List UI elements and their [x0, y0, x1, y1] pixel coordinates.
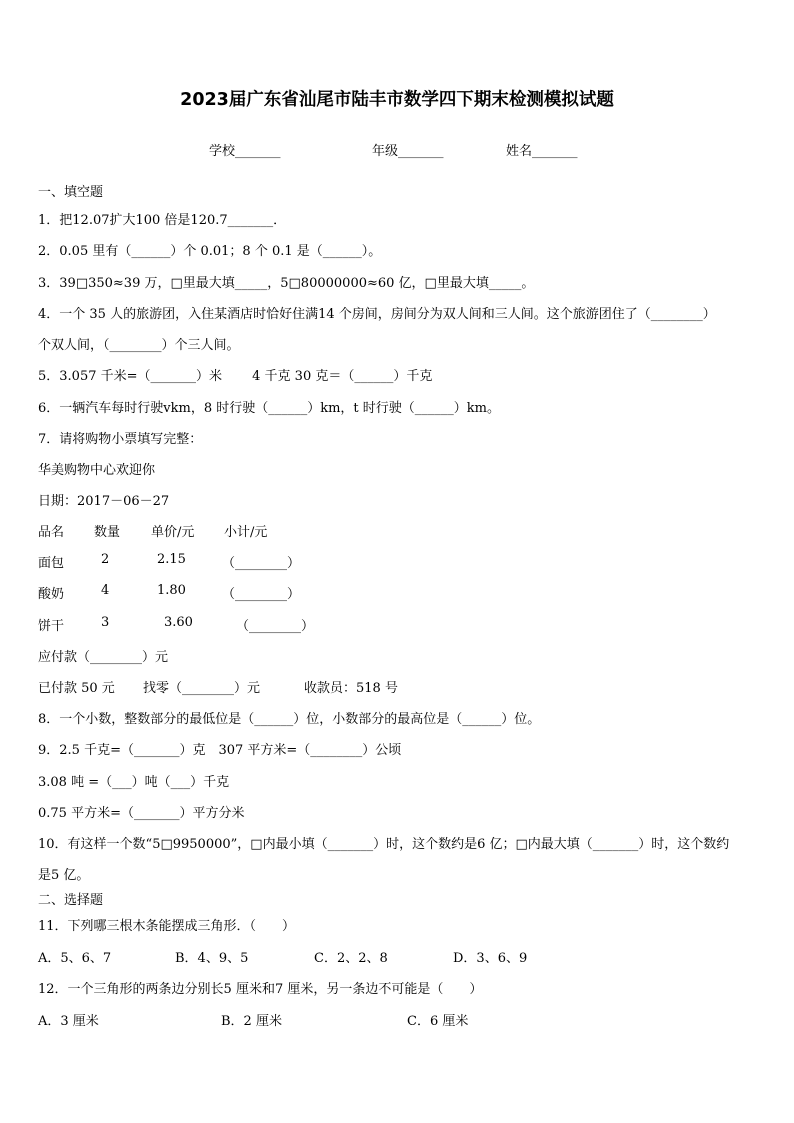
option-b: B．4、9、5 — [175, 951, 249, 966]
receipt-cashier: 收款员：518 号 — [304, 681, 398, 696]
receipt-row-name: 面包 — [38, 556, 65, 571]
receipt-row-name: 饼干 — [38, 619, 65, 634]
receipt-row-qty: 2 — [101, 552, 110, 567]
receipt-row-subtotal: （________） — [222, 556, 301, 571]
option-a: A．5、6、7 — [38, 951, 112, 966]
receipt-store: 华美购物中心欢迎你 — [38, 463, 156, 478]
option-a: A．3 厘米 — [38, 1014, 99, 1029]
receipt-row-subtotal: （________） — [236, 619, 315, 634]
receipt-header-qty: 数量 — [94, 525, 121, 540]
option-b: B．2 厘米 — [221, 1014, 282, 1029]
question-4-line-2: 个双人间，（________）个三人间。 — [38, 338, 240, 353]
receipt-change: 找零（________）元 — [143, 681, 261, 696]
receipt-date: 日期：2017－06－27 — [38, 494, 170, 509]
question-9-line-1: 9．2.5 千克=（_______）克 307 平方米=（________）公顷 — [38, 743, 402, 758]
section-fill-heading: 一、填空题 — [38, 185, 104, 200]
receipt-row-price: 3.60 — [164, 615, 193, 630]
section-choice-heading: 二、选择题 — [38, 893, 104, 908]
receipt-row-price: 2.15 — [157, 552, 186, 567]
question-11: 11．下列哪三根木条能摆成三角形．（ ） — [38, 919, 296, 934]
question-8: 8．一个小数，整数部分的最低位是（______）位，小数部分的最高位是（______）位。 — [38, 712, 541, 727]
question-9-line-3: 0.75 平方米=（_______）平方分米 — [38, 806, 245, 821]
question-12: 12．一个三角形的两条边分别长5 厘米和7 厘米，另一条边不可能是（ ） — [38, 982, 483, 997]
question-6: 6．一辆汽车每时行驶vkm，8 时行驶（______）km，t 时行驶（______）km。 — [38, 401, 500, 416]
question-3: 3．39□350≈39 万，□里最大填_____，5□80000000≈60 亿，□里最大填_____。 — [38, 276, 535, 291]
question-10-line-1: 10．有这样一个数“5□9950000”，□内最小填（_______）时，这个数约是6 亿；□内最大填（_______）时，这个数约 — [38, 837, 730, 852]
receipt-row-price: 1.80 — [157, 583, 186, 598]
question-4-line-1: 4．一个 35 人的旅游团，入住某酒店时恰好住满14 个房间，房间分为双人间和三人间。这个旅游团住了（________） — [38, 307, 716, 322]
question-9-line-2: 3.08 吨 =（___）吨（___）千克 — [38, 775, 230, 790]
question-2: 2．0.05 里有（______）个 0.01；8 个 0.1 是（______）。 — [38, 244, 382, 259]
receipt-header-price: 单价/元 — [151, 525, 195, 540]
page-title: 2023届广东省汕尾市陆丰市数学四下期末检测模拟试题 — [180, 90, 614, 110]
option-c: C．6 厘米 — [407, 1014, 469, 1029]
receipt-row-qty: 3 — [101, 615, 110, 630]
question-7: 7．请将购物小票填写完整： — [38, 432, 203, 447]
question-1: 1．把12.07扩大100 倍是120.7_______． — [38, 213, 287, 228]
receipt-header-name: 品名 — [38, 525, 65, 540]
name-field: 姓名_______ — [506, 144, 578, 159]
option-c: C．2、2、8 — [314, 951, 388, 966]
receipt-row-qty: 4 — [101, 583, 110, 598]
grade-field: 年级_______ — [372, 144, 444, 159]
receipt-row-name: 酸奶 — [38, 587, 65, 602]
receipt-row-subtotal: （________） — [222, 587, 301, 602]
question-10-line-2: 是5 亿。 — [38, 868, 90, 883]
option-d: D．3、6、9 — [453, 951, 528, 966]
school-field: 学校_______ — [209, 144, 281, 159]
receipt-payable: 应付款（________）元 — [38, 650, 169, 665]
receipt-paid: 已付款 50 元 — [38, 681, 115, 696]
receipt-header-subtotal: 小计/元 — [224, 525, 268, 540]
question-5: 5．3.057 千米=（_______）米 4 千克 30 克＝（______）千克 — [38, 369, 433, 384]
